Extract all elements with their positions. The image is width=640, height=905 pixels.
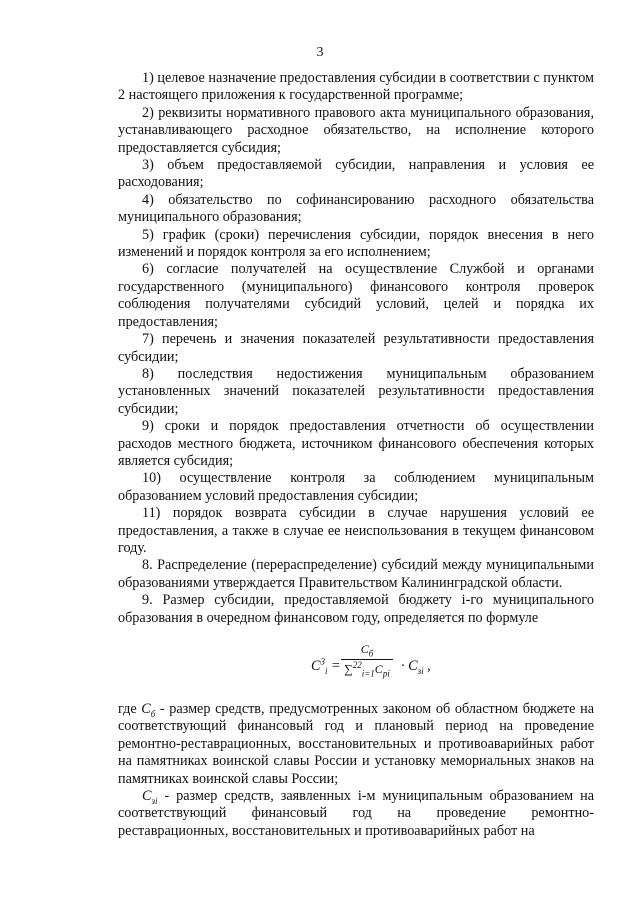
document-body <box>118 70 594 840</box>
subsidy-formula <box>118 633 594 699</box>
list-item: 7) перечень и значения показателей результативности предоставления субсидии; <box>118 331 594 365</box>
formula-fraction <box>341 641 393 679</box>
formula-numerator: $C_б$ <box>341 641 393 660</box>
list-item: 2) реквизиты нормативного правового акта муниципального образования, устанавливающего расходное обязательство, на исполнение которого предоставляется субсидия; <box>118 104 594 156</box>
paragraph-9: 9. Размер субсидии, предоставляемой бюджету i-го муниципального образования в очередном финансовом году, определяется по формуле <box>118 592 594 626</box>
definition-czi: $С_{зi}$ - размер средств, заявленных i-м муниципальным образованием на соответствующий финансовый год на проведение ремонтно-реставрационных, восстановительных и противоаварийных работ на <box>118 788 594 839</box>
symbol-cb: $С_б$ <box>141 701 156 719</box>
formula-multiplier: · $C_{зi}$ , <box>401 658 431 676</box>
list-item: 9) сроки и порядок предоставления отчетности об осуществлении расходов местного бюджета, источником финансового обеспечения которых является субсидия; <box>118 418 594 469</box>
list-item: 8) последствия недостижения муниципальным образованием установленных значений показателей результативности предоставления субсидии; <box>118 365 594 417</box>
paragraph-8: 8. Распределение (перераспределение) субсидий между муниципальными образованиями утверждается Правительством Калининградской области. <box>118 557 594 591</box>
list-item: 3) объем предоставляемой субсидии, направления и условия ее расходования; <box>118 157 594 191</box>
page-number: 3 <box>316 45 324 60</box>
symbol-czi: $С_{зi}$ <box>142 788 158 806</box>
list-item: 5) график (сроки) перечисления субсидии, порядок внесения в него изменений и порядок контроля за его исполнением; <box>118 226 594 261</box>
list-item: 11) порядок возврата субсидии в случае нарушения условий ее предоставления, а также в случае ее неиспользования в текущем финансовом году. <box>118 505 594 556</box>
formula-denominator: $\sum^{22}_{i=1}C_{pi}$ <box>344 660 390 679</box>
list-item: 1) целевое назначение предоставления субсидии в соответствии с пунктом 2 настоящего приложения к государственной программе; <box>118 70 594 104</box>
list-item: 10) осуществление контроля за соблюдением муниципальным образованием условий предоставления субсидии; <box>118 470 594 504</box>
formula-lhs: $C^3_i$ = <box>311 656 341 676</box>
list-item: 4) обязательство по софинансированию расходного обязательства муниципального образования; <box>118 191 594 226</box>
list-item: 6) согласие получателей на осуществление Службой и органами государственного (муниципального) финансового контроля проверок соблюдения получателями субсидий условий, целей и порядка их предоставления; <box>118 261 594 330</box>
definition-cb: где $С_б$ - размер средств, предусмотренных законом об областном бюджете на соответствующий финансовый год и плановый период на проведение ремонтно-реставрационных, восстановительных и противоаварийных работ на памятниках воинской славы России и установку мемориальных знаков на памятниках воинской славы России; <box>118 701 594 787</box>
